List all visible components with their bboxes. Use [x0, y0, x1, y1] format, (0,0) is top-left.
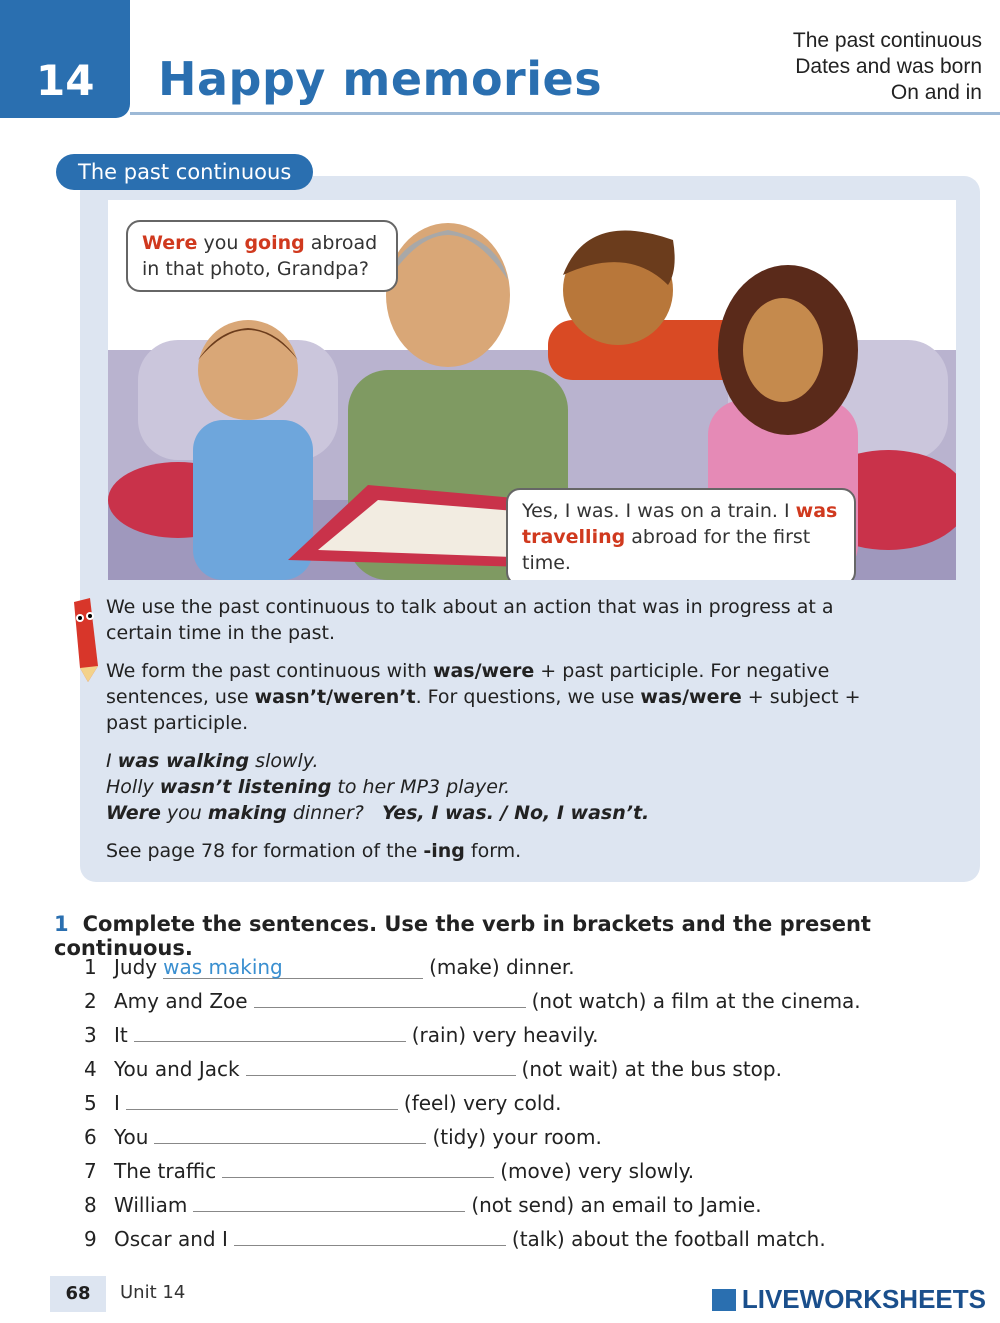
- example-1-b: was walking: [117, 750, 250, 772]
- example-3-c: making: [207, 802, 287, 824]
- item-subject: I: [114, 1091, 120, 1115]
- exercise-item: [84, 1052, 861, 1086]
- bubble1-rest: abroad in that photo, Grandpa?: [142, 232, 378, 280]
- item-rest: (feel) very cold.: [403, 1091, 562, 1115]
- answer-blank-3[interactable]: [134, 1019, 406, 1042]
- item-subject: The traffic: [114, 1159, 217, 1183]
- item-rest: (tidy) your room.: [432, 1125, 602, 1149]
- bubble2-was-travelling: was travelling: [522, 500, 838, 548]
- bubble1-you: you: [197, 232, 245, 254]
- example-3-a: Were: [106, 802, 161, 824]
- example-3-b: you: [160, 802, 208, 824]
- item-number: 9: [84, 1227, 97, 1251]
- note-form-c: + past participle. For negative sentences, use: [106, 660, 830, 708]
- exercise-item: [84, 1222, 861, 1256]
- item-rest: (talk) about the football match.: [511, 1227, 826, 1251]
- example-3-d: dinner?: [286, 802, 364, 824]
- logo-text: LIVEWORKSHEETS: [741, 1284, 986, 1314]
- item-subject: Oscar and I: [114, 1227, 228, 1251]
- note-form-b: was/were: [432, 660, 535, 682]
- example-3-answer: Yes, I was. / No, I wasn’t.: [381, 802, 650, 824]
- example-2-c: to her MP3 player.: [331, 776, 511, 798]
- bubble1-were: Were: [142, 232, 198, 254]
- answer-blank-1[interactable]: was making: [163, 956, 423, 979]
- exercise-number: 1: [54, 912, 69, 936]
- item-subject: William: [114, 1193, 188, 1217]
- example-2: [106, 774, 876, 800]
- unit-tab: [0, 0, 130, 118]
- topic-2: Dates and was born: [795, 55, 982, 78]
- item-number: 1: [84, 955, 97, 979]
- item-subject: You: [114, 1125, 149, 1149]
- example-2-a: Holly: [106, 776, 160, 798]
- example-2-b: wasn’t listening: [159, 776, 332, 798]
- item-number: 2: [84, 989, 97, 1013]
- item-number: 4: [84, 1057, 97, 1081]
- item-rest: (rain) very heavily.: [411, 1023, 599, 1047]
- exercise-item: [84, 1086, 861, 1120]
- item-rest: (make) dinner.: [429, 955, 575, 979]
- speech-bubble-answer: [506, 488, 856, 580]
- section-pill: The past continuous: [56, 154, 313, 190]
- unit-topics: [793, 28, 982, 106]
- item-rest: (not watch) a film at the cinema.: [531, 989, 861, 1013]
- note-form-f: was/were: [640, 686, 742, 708]
- note-form-e: . For questions, we use: [415, 686, 641, 708]
- topic-1: The past continuous: [792, 29, 982, 52]
- item-rest: (move) very slowly.: [500, 1159, 695, 1183]
- exercise-item: [84, 984, 861, 1018]
- footer-unit-label: Unit 14: [120, 1282, 186, 1303]
- bubble1-going: going: [244, 232, 305, 254]
- item-number: 8: [84, 1193, 97, 1217]
- item-number: 3: [84, 1023, 97, 1047]
- bubble2-rest: abroad for the first time.: [522, 526, 811, 574]
- item-rest: (not wait) at the bus stop.: [521, 1057, 782, 1081]
- unit-title: Happy memories: [158, 52, 603, 106]
- exercise-item: [84, 1120, 861, 1154]
- exercise-item: [84, 1018, 861, 1052]
- note-usage: We use the past continuous to talk about an action that was in progress at a certain time in the past.: [106, 596, 834, 644]
- family-photo-illustration: [108, 200, 956, 580]
- header-divider: [130, 112, 1000, 115]
- answer-blank-8[interactable]: [193, 1189, 465, 1212]
- example-1: [106, 748, 876, 774]
- exercise-item: [84, 1154, 861, 1188]
- note-form: [106, 658, 876, 736]
- page-number: 68: [50, 1276, 106, 1312]
- answer-blank-5[interactable]: [126, 1087, 398, 1110]
- exercise-instruction-text: Complete the sentences. Use the verb in brackets and the present continuous.: [54, 912, 871, 960]
- note-see-b: -ing: [423, 840, 465, 862]
- item-subject: Judy: [114, 955, 158, 979]
- item-number: 5: [84, 1091, 97, 1115]
- exercise-item: [84, 950, 861, 984]
- item-subject: It: [114, 1023, 128, 1047]
- note-form-g: + subject + past participle.: [106, 686, 861, 734]
- bubble2-start: Yes, I was. I was on a train. I: [522, 500, 796, 522]
- answer-blank-2[interactable]: [254, 985, 526, 1008]
- answer-blank-4[interactable]: [246, 1053, 516, 1076]
- topic-3: On and in: [890, 81, 982, 104]
- logo-mark-icon: [712, 1289, 736, 1311]
- answer-blank-9[interactable]: [234, 1223, 506, 1246]
- answer-blank-6[interactable]: [154, 1121, 426, 1144]
- grammar-notes: [106, 594, 876, 876]
- item-number: 7: [84, 1159, 97, 1183]
- unit-number: 14: [36, 56, 95, 105]
- note-see-a: See page 78 for formation of the: [106, 840, 424, 862]
- item-subject: You and Jack: [114, 1057, 240, 1081]
- item-number: 6: [84, 1125, 97, 1149]
- note-see-c: form.: [464, 840, 522, 862]
- note-form-d: wasn’t/weren’t: [254, 686, 416, 708]
- exercise-items: [84, 950, 861, 1256]
- example-1-c: slowly.: [249, 750, 319, 772]
- speech-bubble-question: [126, 220, 398, 292]
- note-see-page: [106, 838, 876, 864]
- example-1-a: I: [106, 750, 118, 772]
- item-rest: (not send) an email to Jamie.: [471, 1193, 762, 1217]
- exercise-item: [84, 1188, 861, 1222]
- note-form-a: We form the past continuous with: [106, 660, 433, 682]
- liveworksheets-logo: [712, 1284, 986, 1315]
- answer-blank-7[interactable]: [222, 1155, 494, 1178]
- item-subject: Amy and Zoe: [114, 989, 248, 1013]
- example-3: [106, 800, 876, 826]
- pencil-icon: [60, 596, 104, 686]
